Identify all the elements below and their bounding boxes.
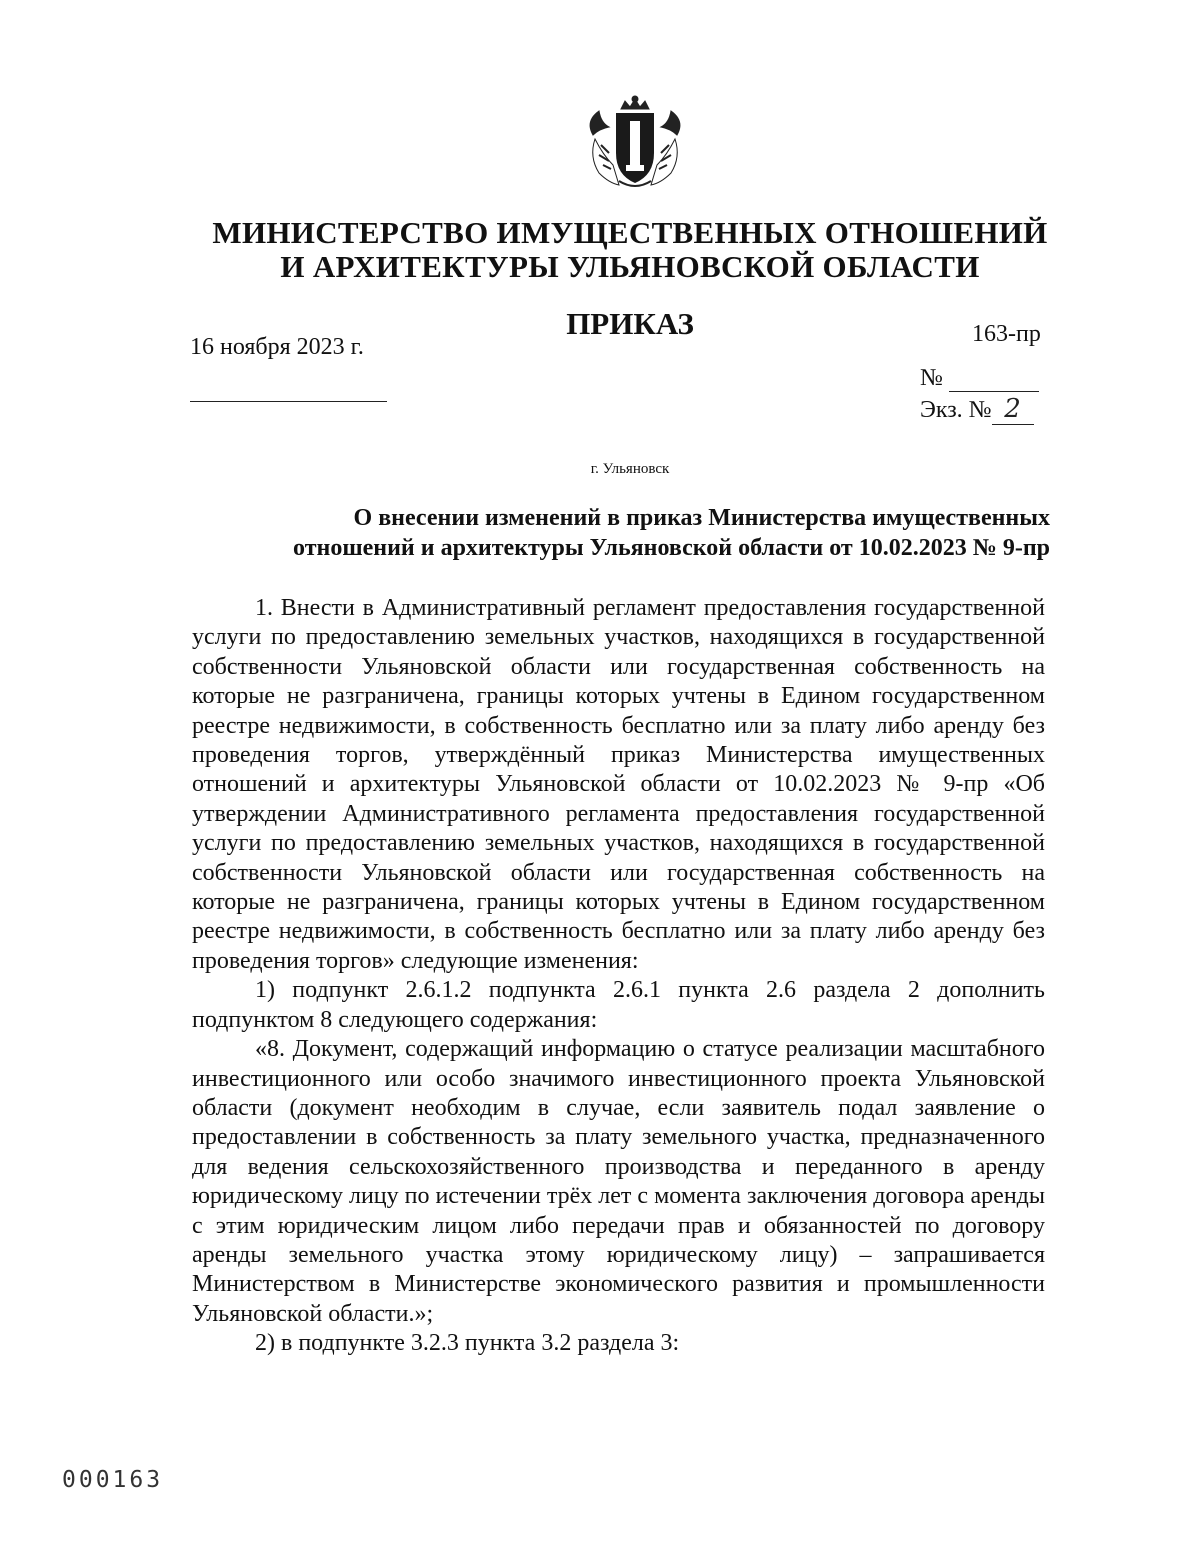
number-field (920, 365, 1039, 392)
order-body (192, 594, 1045, 1359)
number-blank-line (949, 369, 1039, 392)
order-subject (190, 503, 1050, 563)
ministry-title-line2: И АРХИТЕКТУРЫ УЛЬЯНОВСКОЙ ОБЛАСТИ (280, 249, 980, 284)
ministry-title-line1: МИНИСТЕРСТВО ИМУЩЕСТВЕННЫХ ОТНОШЕНИЙ (212, 215, 1048, 250)
paragraph-2: 1) подпункт 2.6.1.2 подпункта 2.6.1 пункта 2.6 раздела 2 дополнить подпунктом 8 следующего содержания: (192, 977, 1045, 1033)
copy-number-field (920, 394, 1034, 425)
coat-of-arms-icon (583, 95, 687, 193)
paragraph-1: 1. Внести в Административный регламент предоставления государственной услуги по предоставлению земельных участков, находящихся в государственной собственности Ульяновской области или государственная собственность на которые не разграничена, границы которых учтены в Едином государственном реестре недвижимости, в собственность бесплатно или за плату либо аренду без проведения торгов, утверждённый приказ Министерства имущественных отношений и архитектуры Ульяновской области от 10.02.2023 № 9-пр «Об утверждении Административного регламента предоставления государственной услуги по предоставлению земельных участков, находящихся в государственной собственности Ульяновской области или государственная собственность на которые не разграничена, границы которых учтены в Едином государственном реестре недвижимости, в собственность бесплатно или за плату либо аренду без проведения торгов» следующие изменения: (192, 595, 1045, 974)
order-number: 163-пр (972, 321, 1041, 347)
number-label: № (920, 365, 943, 391)
order-date: 16 ноября 2023 г. (190, 334, 364, 360)
date-underline (190, 401, 387, 402)
ministry-title (180, 216, 1080, 284)
subject-line1: О внесении изменений в приказ Министерства имущественных (353, 505, 1050, 531)
copy-label: Экз. № (920, 397, 992, 423)
document-type: ПРИКАЗ (566, 306, 694, 341)
copy-number-handwritten: 2 (992, 394, 1034, 425)
paragraph-3: «8. Документ, содержащий информацию о статусе реализации масштабного инвестиционного или особо значимого инвестиционного проекта Ульяновской области (документ необходим в случае, если заявитель подал заявление о предоставлении в собственность за плату земельного участка, предназначенного для ведения сельскохозяйственного производства и переданного в аренду юридическому лицу по истечении трёх лет с момента заключения договора аренды с этим юридическим лицом либо передачи прав и обязанностей по договору аренды земельного участка этому юридическому лицу) – запрашивается Министерством в Министерстве экономического развития и промышленности Ульяновской области.»; (192, 1036, 1045, 1327)
page-stamp-number: 000163 (62, 1467, 164, 1493)
paragraph-4: 2) в подпункте 3.2.3 пункта 3.2 раздела 3: (255, 1330, 680, 1357)
subject-line2: отношений и архитектуры Ульяновской области от 10.02.2023 № 9-пр (293, 535, 1050, 561)
city-name: г. Ульяновск (590, 461, 670, 477)
